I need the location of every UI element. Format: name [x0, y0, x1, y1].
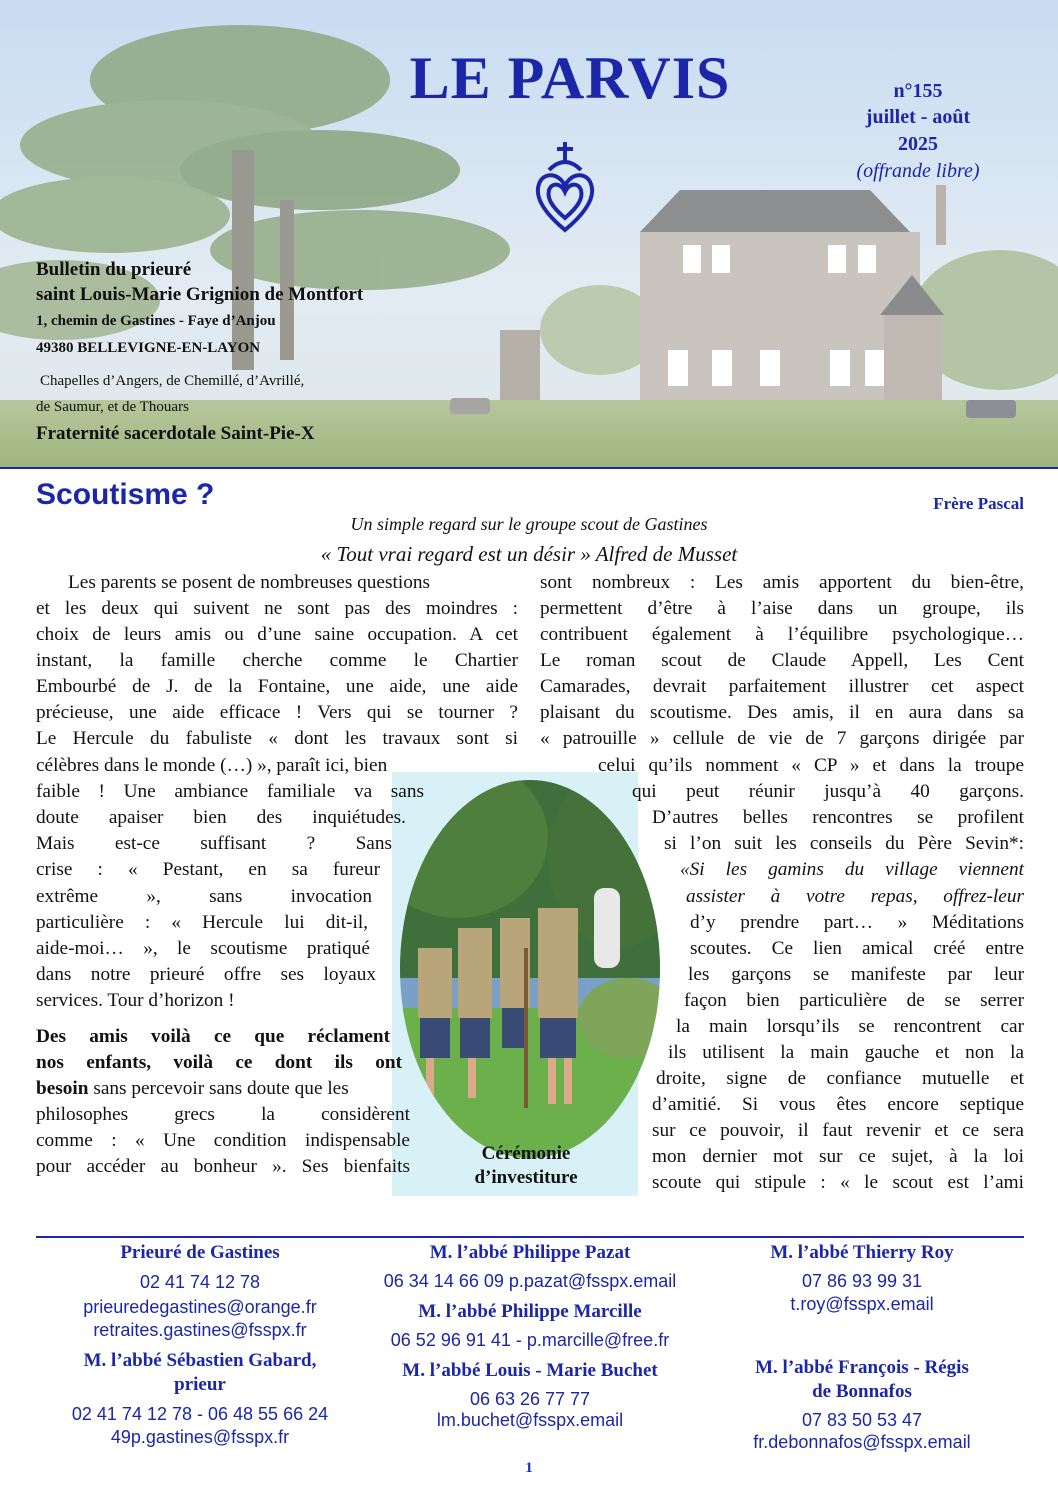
text-line: plaisant du scoutisme. Des amis, il en aura dans sa	[540, 702, 1024, 723]
abbe-roy-name: M. l’abbé Thierry Roy	[770, 1242, 954, 1263]
article-title: Scoutisme ?	[36, 478, 215, 511]
text-line: précieuse, une aide efficace ! Vers qui se tourner ?	[36, 702, 518, 723]
text-line: droite, signe de confiance mutuelle et	[656, 1068, 1024, 1089]
abbe-bonnafos-name-2: de Bonnafos	[812, 1381, 912, 1402]
photo-caption-line-1: Cérémonie	[481, 1143, 571, 1164]
prior-phones[interactable]: 02 41 74 12 78 - 06 48 55 66 24	[71, 1404, 329, 1424]
photo-caption-line-2: d’investiture	[474, 1167, 578, 1188]
abbe-roy-email[interactable]: t.roy@fsspx.email	[790, 1294, 934, 1314]
abbe-marcille-name: M. l’abbé Philippe Marcille	[418, 1301, 642, 1322]
text-line: permettent d’être à l’aise dans un groupe, ils	[540, 598, 1024, 619]
text-line: particulière : « Hercule lui dit-il,	[36, 912, 368, 933]
text-line: pour accéder au bonheur ». Ses bienfaits	[36, 1156, 410, 1177]
issue-months: juillet - août	[865, 106, 971, 128]
text-tail: sans percevoir sans doute que les	[88, 1078, 349, 1099]
priory-phone[interactable]: 02 41 74 12 78	[139, 1272, 261, 1292]
bulletin-line-1: Bulletin du prieuré	[36, 259, 192, 280]
text-line: choix de leurs amis ou d’une saine occupation. A cet	[36, 624, 518, 645]
address-line-1: 1, chemin de Gastines - Faye d’Anjou	[36, 313, 276, 329]
text-line-bold: nos enfants, voilà ce dont ils ont	[36, 1052, 402, 1073]
text-line: sont nombreux : Les amis apportent du bien-être,	[540, 572, 1024, 593]
header-divider	[0, 467, 1058, 469]
text-line: «Si les gamins du village viennent	[680, 859, 1024, 880]
text-line: d’y prendre part… » Méditations	[690, 912, 1024, 933]
text-line: celui qu’ils nomment « CP » et dans la troupe	[598, 755, 1024, 776]
bulletin-line-2: saint Louis-Marie Grignion de Montfort	[36, 284, 364, 305]
text-line: ils utilisent la main gauche et non la	[668, 1042, 1024, 1063]
abbe-buchet-email[interactable]: lm.buchet@fsspx.email	[436, 1410, 624, 1430]
issue-number: n°155	[893, 80, 943, 102]
text-line: Embourbé de J. de la Fontaine, une aide, une aide	[36, 676, 518, 697]
abbe-bonnafos-phone[interactable]: 07 83 50 53 47	[801, 1410, 923, 1430]
text-line: et les deux qui suivent ne sont pas des moindres :	[36, 598, 518, 619]
text-line: D’autres belles rencontres se profilent	[652, 807, 1024, 828]
text-line: extrême », sans invocation	[36, 886, 372, 907]
text-line: doute apaiser bien des inquiétudes.	[36, 807, 406, 828]
text-line-bold: Des amis voilà ce que réclament	[36, 1026, 390, 1047]
abbe-marcille-contact[interactable]: 06 52 96 91 41 - p.marcille@free.fr	[390, 1330, 670, 1350]
priory-heading: Prieuré de Gastines	[120, 1242, 280, 1263]
prior-title: prieur	[174, 1374, 226, 1395]
text-line: façon bien particulière de se serrer	[684, 990, 1024, 1011]
header-banner	[0, 0, 1058, 468]
text-line: faible ! Une ambiance familiale va sans	[36, 781, 424, 802]
text-line: la main lorsqu’ils se rencontrent car	[676, 1016, 1024, 1037]
fraternity-name: Fraternité sacerdotale Saint-Pie-X	[36, 423, 315, 444]
article-author: Frère Pascal	[933, 494, 1024, 513]
text-line: d’amitié. Si vous êtes encore septique	[652, 1094, 1024, 1115]
prior-email[interactable]: 49p.gastines@fsspx.fr	[110, 1427, 290, 1447]
abbe-bonnafos-email[interactable]: fr.debonnafos@fsspx.email	[753, 1432, 971, 1452]
text-line-mixed	[36, 1076, 349, 1102]
abbe-roy-phone[interactable]: 07 86 93 99 31	[801, 1271, 923, 1291]
prior-name: M. l’abbé Sébastien Gabard,	[83, 1350, 317, 1371]
text-line: scoutes. Ce lien amical créé entre	[690, 938, 1024, 959]
text-line: Le Hercule du fabuliste « dont les travaux sont si	[36, 728, 518, 749]
text-line: philosophes grecs la considèrent	[36, 1104, 410, 1125]
text-line: Le roman scout de Claude Appell, Les Cent	[540, 650, 1024, 671]
issue-year: 2025	[898, 133, 938, 155]
text-line: assister à votre repas, offrez-leur	[686, 886, 1024, 907]
abbe-pazat-contact[interactable]: 06 34 14 66 09 p.pazat@fsspx.email	[383, 1271, 677, 1291]
scout-ceremony-photo	[398, 778, 662, 1160]
issue-price: (offrande libre)	[856, 160, 980, 182]
text-line: services. Tour d’horizon !	[36, 990, 235, 1011]
abbe-buchet-phone[interactable]: 06 63 26 77 77	[469, 1389, 591, 1409]
text-line: Mais est-ce suffisant ? Sans	[36, 833, 392, 854]
priory-email-1[interactable]: prieuredegastines@orange.fr	[83, 1297, 317, 1317]
text-line: contribuent également à l’équilibre psychologique…	[540, 624, 1024, 645]
text-line: crise : « Pestant, en sa fureur	[36, 859, 380, 880]
text-line: mon dernier mot sur ce sujet, à la loi	[652, 1146, 1024, 1167]
text-line: sur ce pouvoir, il faut revenir et ce sera	[652, 1120, 1024, 1141]
footer-divider	[36, 1236, 1024, 1238]
priory-email-2[interactable]: retraites.gastines@fsspx.fr	[93, 1320, 307, 1340]
abbe-pazat-name: M. l’abbé Philippe Pazat	[429, 1242, 631, 1263]
bold-lead: besoin	[36, 1078, 89, 1099]
text-line: instant, la famille cherche comme le Chartier	[36, 650, 518, 671]
newsletter-title: LE PARVIS	[409, 45, 731, 111]
text-line: célèbres dans le monde (…) », paraît ici, bien	[36, 755, 388, 776]
text-line: dans notre prieuré offre ses loyaux	[36, 964, 376, 985]
page-number: 1	[525, 1460, 533, 1476]
text-line: « patrouille » cellule de vie de 7 garçons dirigée par	[540, 728, 1024, 749]
address-line-2: 49380 BELLEVIGNE-EN-LAYON	[36, 340, 261, 356]
text-line: les garçons se manifeste par leur	[688, 964, 1024, 985]
text-line: comme : « Une condition indispensable	[36, 1130, 410, 1151]
text-line: aide-moi… », le scoutisme pratiqué	[36, 938, 370, 959]
sacred-heart-icon	[531, 140, 599, 236]
text-line: qui peut réunir jusqu’à 40 garçons.	[632, 781, 1024, 802]
text-line: scoute qui stipule : « le scout est l’ami	[652, 1172, 1024, 1193]
text-line: si l’on suit les conseils du Père Sevin*:	[664, 833, 1024, 854]
abbe-bonnafos-name-1: M. l’abbé François - Régis	[755, 1357, 969, 1378]
article-subtitle-1: Un simple regard sur le groupe scout de Gastines	[350, 514, 708, 534]
chapels-line-1: Chapelles d’Angers, de Chemillé, d’Avrillé,	[40, 373, 305, 389]
article-subtitle-2: « Tout vrai regard est un désir » Alfred de Musset	[320, 542, 738, 566]
text-line: Les parents se posent de nombreuses questions	[68, 572, 430, 593]
abbe-buchet-name: M. l’abbé Louis - Marie Buchet	[402, 1360, 658, 1381]
chapels-line-2: de Saumur, et de Thouars	[36, 399, 189, 415]
text-line: Camarades, devrait parfaitement illustrer cet aspect	[540, 676, 1024, 697]
